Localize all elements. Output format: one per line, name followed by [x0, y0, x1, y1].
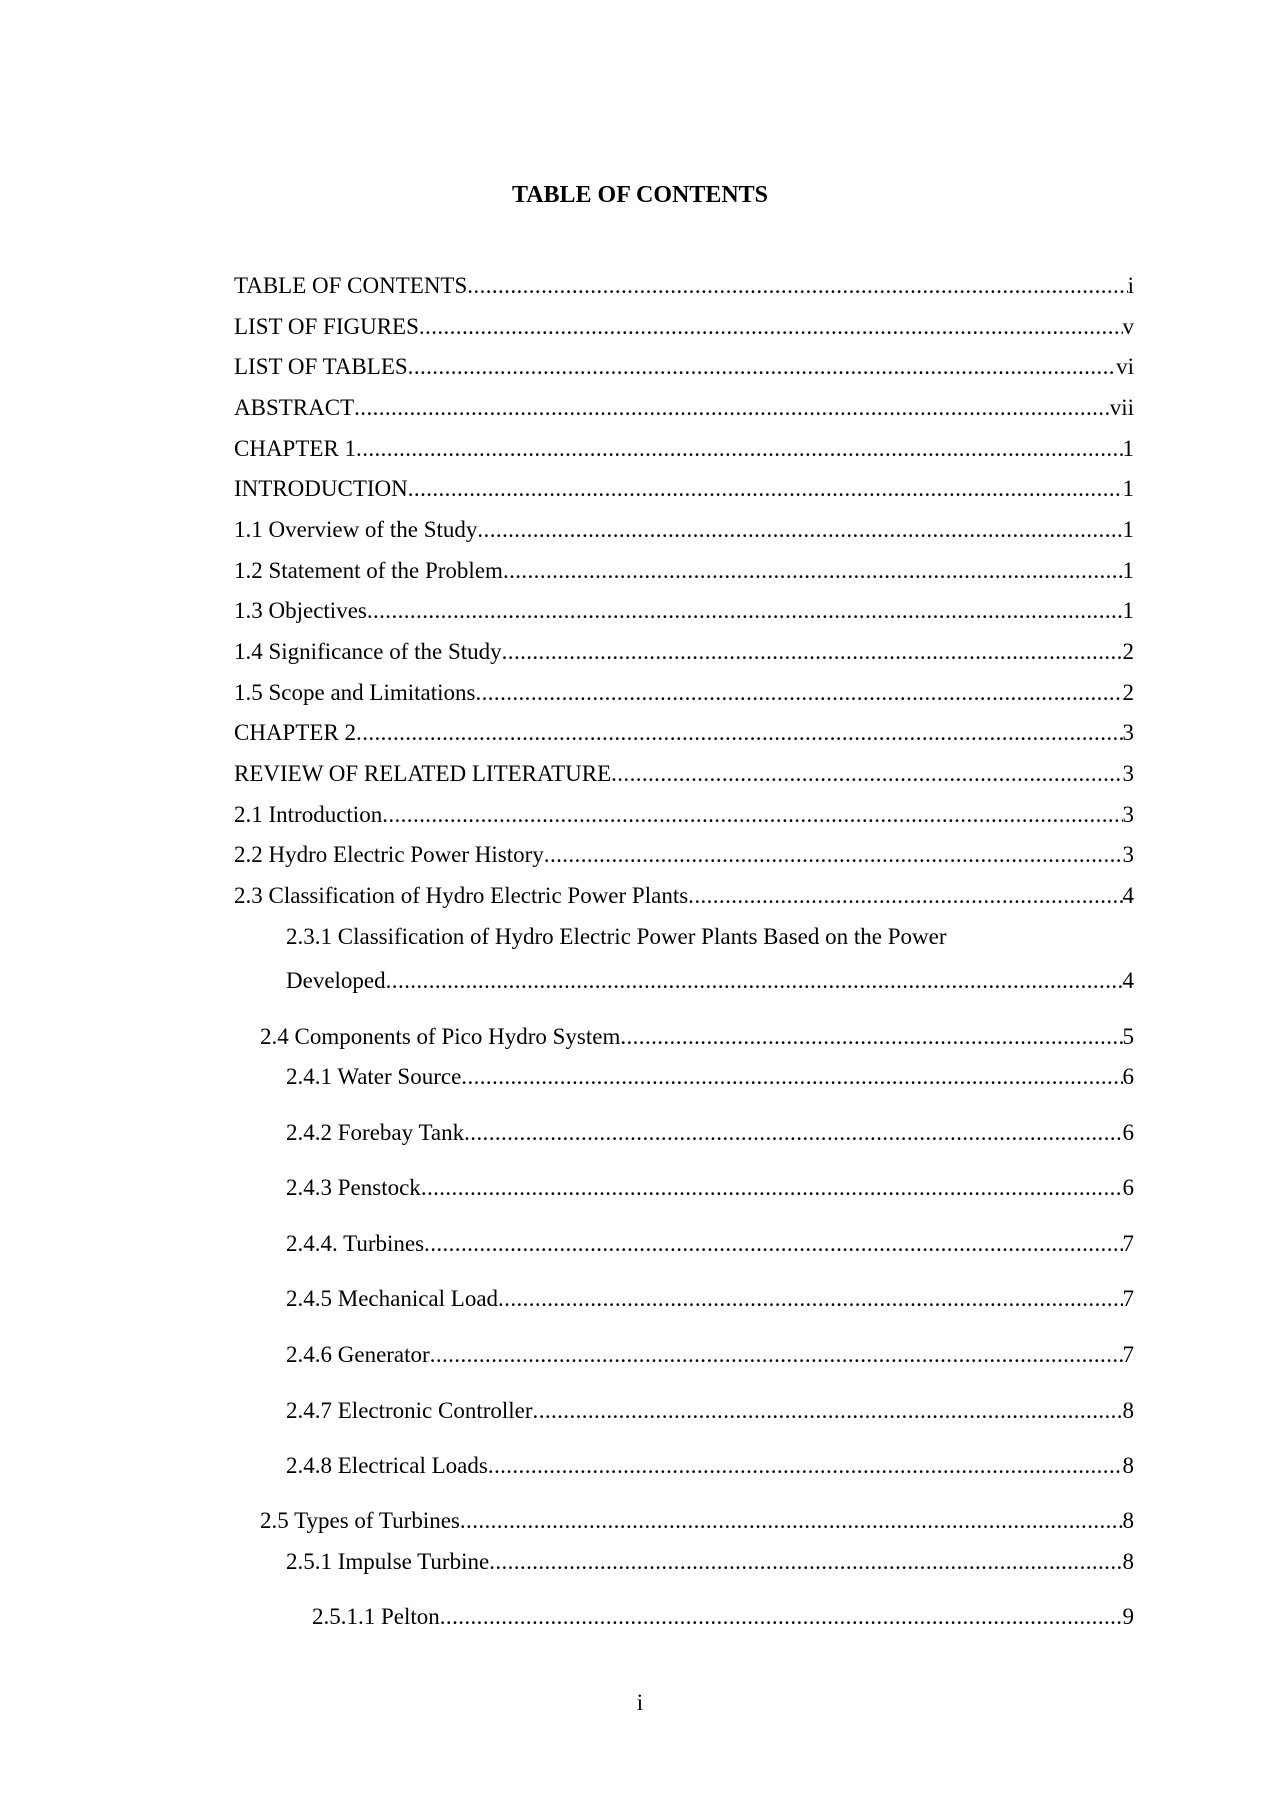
dot-leader — [467, 271, 1127, 301]
dot-leader — [408, 474, 1123, 504]
page-title: TABLE OF CONTENTS — [511, 182, 769, 208]
toc-entry[interactable] — [234, 352, 1134, 382]
toc-entry[interactable] — [286, 1451, 1134, 1481]
toc-entry-page: 3 — [1122, 761, 1134, 786]
dot-leader — [688, 881, 1122, 911]
toc-entry-page: 3 — [1122, 802, 1134, 827]
toc-entry-label: 2.4.2 Forebay Tank — [286, 1120, 465, 1145]
toc-entry-label: REVIEW OF RELATED LITERATURE — [234, 761, 612, 786]
toc-entry-page: 4 — [1122, 883, 1134, 908]
toc-entry-label: ABSTRACT — [234, 395, 355, 420]
dot-leader — [488, 1451, 1123, 1481]
toc-entry[interactable] — [260, 1506, 1134, 1536]
dot-leader — [424, 1229, 1122, 1259]
toc-entry-label: 2.5 Types of Turbines — [260, 1508, 460, 1533]
toc-entry[interactable] — [312, 1602, 1134, 1632]
dot-leader — [475, 678, 1122, 708]
toc-entry-label: 2.4.4. Turbines — [286, 1231, 425, 1256]
toc-entry[interactable] — [286, 1118, 1134, 1148]
toc-entry-label: 2.4.8 Electrical Loads — [286, 1453, 488, 1478]
toc-entry[interactable] — [234, 474, 1134, 504]
dot-leader — [440, 1602, 1123, 1632]
toc-entry-page: 7 — [1122, 1342, 1134, 1367]
toc-entry-page: 1 — [1122, 598, 1134, 623]
toc-entry[interactable] — [286, 1340, 1134, 1370]
toc-entry[interactable] — [286, 1062, 1134, 1092]
toc-entry-page: 1 — [1122, 558, 1134, 583]
toc-entry[interactable] — [260, 1022, 1134, 1052]
toc-entry-page: 6 — [1122, 1175, 1134, 1200]
toc-entry[interactable] — [234, 718, 1134, 748]
dot-leader — [498, 1284, 1122, 1314]
toc-entry-page: 8 — [1122, 1508, 1134, 1533]
dot-leader — [533, 1396, 1123, 1426]
toc-entry[interactable] — [234, 434, 1134, 464]
toc-entry[interactable] — [286, 966, 1134, 996]
dot-leader — [354, 393, 1110, 423]
toc-entry-page: v — [1122, 314, 1134, 339]
dot-leader — [460, 1506, 1123, 1536]
toc-entry-page: 2 — [1122, 639, 1134, 664]
toc-entry[interactable] — [234, 840, 1134, 870]
toc-entry[interactable] — [286, 1229, 1134, 1259]
toc-entry-label: 2.4 Components of Pico Hydro System — [260, 1024, 621, 1049]
toc-entry[interactable] — [234, 759, 1134, 789]
toc-entry-label: INTRODUCTION — [234, 476, 408, 501]
dot-leader — [356, 434, 1122, 464]
toc-entry-label: 1.3 Objectives — [234, 598, 367, 623]
toc-entry-page: 1 — [1122, 436, 1134, 461]
toc-entry[interactable] — [234, 556, 1134, 586]
toc-entry-label: 2.4.5 Mechanical Load — [286, 1286, 499, 1311]
toc-entry[interactable] — [234, 515, 1134, 545]
toc-entry-page: i — [1127, 273, 1134, 298]
toc-entry-label: 2.4.3 Penstock — [286, 1175, 421, 1200]
toc-entry[interactable] — [234, 393, 1134, 423]
toc-entry-page: 3 — [1122, 720, 1134, 745]
dot-leader — [421, 1173, 1123, 1203]
toc-entry-page: 2 — [1122, 680, 1134, 705]
toc-entry[interactable] — [234, 596, 1134, 626]
page-number: i — [636, 1690, 644, 1715]
toc-entry[interactable] — [234, 637, 1134, 667]
toc-entry-label: CHAPTER 2 — [234, 720, 357, 745]
toc-entry-label: 1.2 Statement of the Problem — [234, 558, 503, 583]
toc-entry-label: TABLE OF CONTENTS — [234, 273, 468, 298]
toc-entry-page: 6 — [1122, 1064, 1134, 1089]
toc-entry-label: 2.5.1.1 Pelton — [312, 1604, 440, 1629]
toc-entry-label-line1[interactable]: 2.3.1 Classification of Hydro Electric Power Plants Based on the Power — [286, 924, 947, 949]
toc-entry-page: 1 — [1122, 517, 1134, 542]
dot-leader — [503, 556, 1123, 586]
toc-entry[interactable] — [286, 1173, 1134, 1203]
toc-entry[interactable] — [234, 271, 1134, 301]
toc-entry-label: LIST OF TABLES — [234, 354, 408, 379]
dot-leader — [356, 718, 1122, 748]
dot-leader — [430, 1340, 1123, 1370]
toc-entry[interactable] — [234, 678, 1134, 708]
dot-leader — [367, 596, 1123, 626]
dot-leader — [502, 637, 1123, 667]
toc-entry-label: 1.1 Overview of the Study — [234, 517, 478, 542]
toc-entry-label: 2.4.1 Water Source — [286, 1064, 462, 1089]
dot-leader — [544, 840, 1123, 870]
toc-entry-page: 5 — [1122, 1024, 1134, 1049]
toc-entry-label: 2.4.6 Generator — [286, 1342, 430, 1367]
toc-entry-page: 8 — [1122, 1453, 1134, 1478]
toc-entry-page: 9 — [1122, 1604, 1134, 1629]
toc-entry-label: 2.2 Hydro Electric Power History — [234, 842, 544, 867]
toc-entry[interactable] — [286, 1396, 1134, 1426]
dot-leader — [489, 1547, 1122, 1577]
toc-entry-page: 7 — [1122, 1286, 1134, 1311]
dot-leader — [382, 800, 1122, 830]
toc-entry-label: 2.4.7 Electronic Controller — [286, 1398, 533, 1423]
toc-entry-label: 2.1 Introduction — [234, 802, 383, 827]
dot-leader — [408, 352, 1116, 382]
dot-leader — [611, 759, 1122, 789]
toc-entry[interactable] — [234, 800, 1134, 830]
toc-entry[interactable] — [286, 1547, 1134, 1577]
toc-entry-page: 1 — [1122, 476, 1134, 501]
toc-entry-page: vi — [1116, 354, 1134, 379]
dot-leader — [461, 1062, 1122, 1092]
toc-entry-label: LIST OF FIGURES — [234, 314, 419, 339]
toc-entry-page: 8 — [1122, 1398, 1134, 1423]
toc-entry-page: 3 — [1122, 842, 1134, 867]
dot-leader — [620, 1022, 1122, 1052]
toc-entry[interactable] — [234, 881, 1134, 911]
dot-leader — [386, 966, 1123, 996]
toc-entry-page: 7 — [1122, 1231, 1134, 1256]
toc-entry-page: 4 — [1122, 968, 1134, 993]
toc-entry-label: CHAPTER 1 — [234, 436, 357, 461]
toc-entry-label: 2.3 Classification of Hydro Electric Power Plants — [234, 883, 689, 908]
toc-entry[interactable] — [286, 1284, 1134, 1314]
toc-entry-page: 8 — [1122, 1549, 1134, 1574]
dot-leader — [477, 515, 1122, 545]
dot-leader — [464, 1118, 1122, 1148]
toc-entry-page: vii — [1109, 395, 1134, 420]
toc-entry-label: 1.4 Significance of the Study — [234, 639, 502, 664]
toc-entry-label: 2.5.1 Impulse Turbine — [286, 1549, 490, 1574]
toc-entry-label: Developed — [286, 968, 386, 993]
toc-entry-label: 1.5 Scope and Limitations — [234, 680, 476, 705]
toc-entry[interactable] — [234, 312, 1134, 342]
dot-leader — [419, 312, 1123, 342]
toc-entry-page: 6 — [1122, 1120, 1134, 1145]
